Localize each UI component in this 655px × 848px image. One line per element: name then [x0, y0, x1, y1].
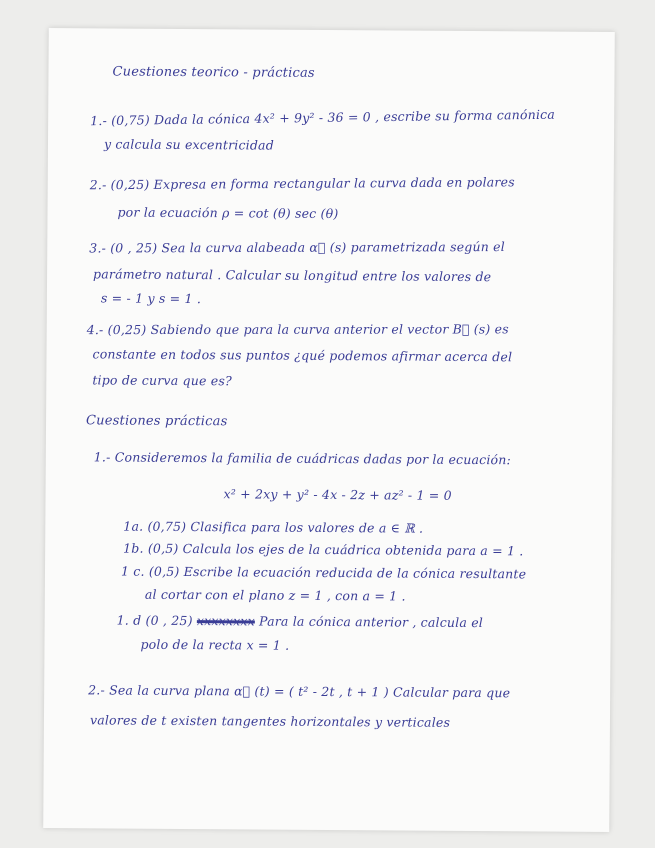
practica-2-line-1: 2.- Sea la curva plana α⃗ (t) = ( t² - 2t , t + 1 ) Calcular para que — [88, 682, 511, 701]
crossed-out-text: xxxxxxxx — [196, 613, 255, 629]
question-3-line-1: 3.- (0 , 25) Sea la curva alabeada α⃗ (s) parametrizada según el — [89, 239, 505, 256]
practica-1a: 1a. (0,75) Clasifica para los valores de a ∈ ℝ . — [123, 518, 424, 536]
question-1-line-1: 1.- (0,75) Dada la cónica 4x² + 9y² - 36 = 0 , escribe su forma canónica — [90, 106, 556, 129]
practica-1b: 1b. (0,5) Calcula los ejes de la cuádrica obtenida para a = 1 . — [123, 540, 524, 559]
practica-1d-text: Para la cónica anterior , calcula el — [259, 613, 484, 631]
practica-1c-line-1: 1 c. (0,5) Escribe la ecuación reducida de la cónica resultante — [120, 563, 527, 582]
practica-1c-line-2: al cortar con el plano z = 1 , con a = 1 . — [144, 586, 406, 604]
exam-sheet — [43, 28, 615, 832]
question-1-line-2: y calcula su excentricidad — [103, 136, 274, 153]
practica-1d-prefix: 1. d (0 , 25) — [116, 612, 193, 629]
question-4-line-2: constante en todos sus puntos ¿qué podemos afirmar acerca del — [92, 346, 513, 365]
quadric-equation: x² + 2xy + y² - 4x - 2z + az² - 1 = 0 — [223, 486, 452, 503]
question-4-line-3: tipo de curva que es? — [92, 372, 232, 389]
practica-1-intro: 1.- Consideremos la familia de cuádricas dadas por la ecuación: — [93, 449, 512, 468]
question-4-line-1: 4.- (0,25) Sabiendo que para la curva anterior el vector B⃗ (s) es — [86, 321, 509, 338]
practica-1d-line-2: polo de la recta x = 1 . — [140, 636, 290, 653]
practica-1d-line-1 — [117, 613, 483, 631]
practica-2-line-2: valores de t existen tangentes horizontales y verticales — [89, 712, 451, 730]
section-heading-teoricas: Cuestiones teorico - prácticas — [112, 64, 315, 81]
question-3-line-2: parámetro natural . Calcular su longitud entre los valores de — [93, 266, 492, 285]
question-3-line-3: s = - 1 y s = 1 . — [100, 290, 202, 307]
section-heading-practicas: Cuestiones prácticas — [86, 413, 228, 430]
question-2-line-2: por la ecuación ρ = cot (θ) sec (θ) — [117, 204, 339, 222]
question-2-line-1: 2.- (0,25) Expresa en forma rectangular la curva dada en polares — [89, 174, 515, 193]
